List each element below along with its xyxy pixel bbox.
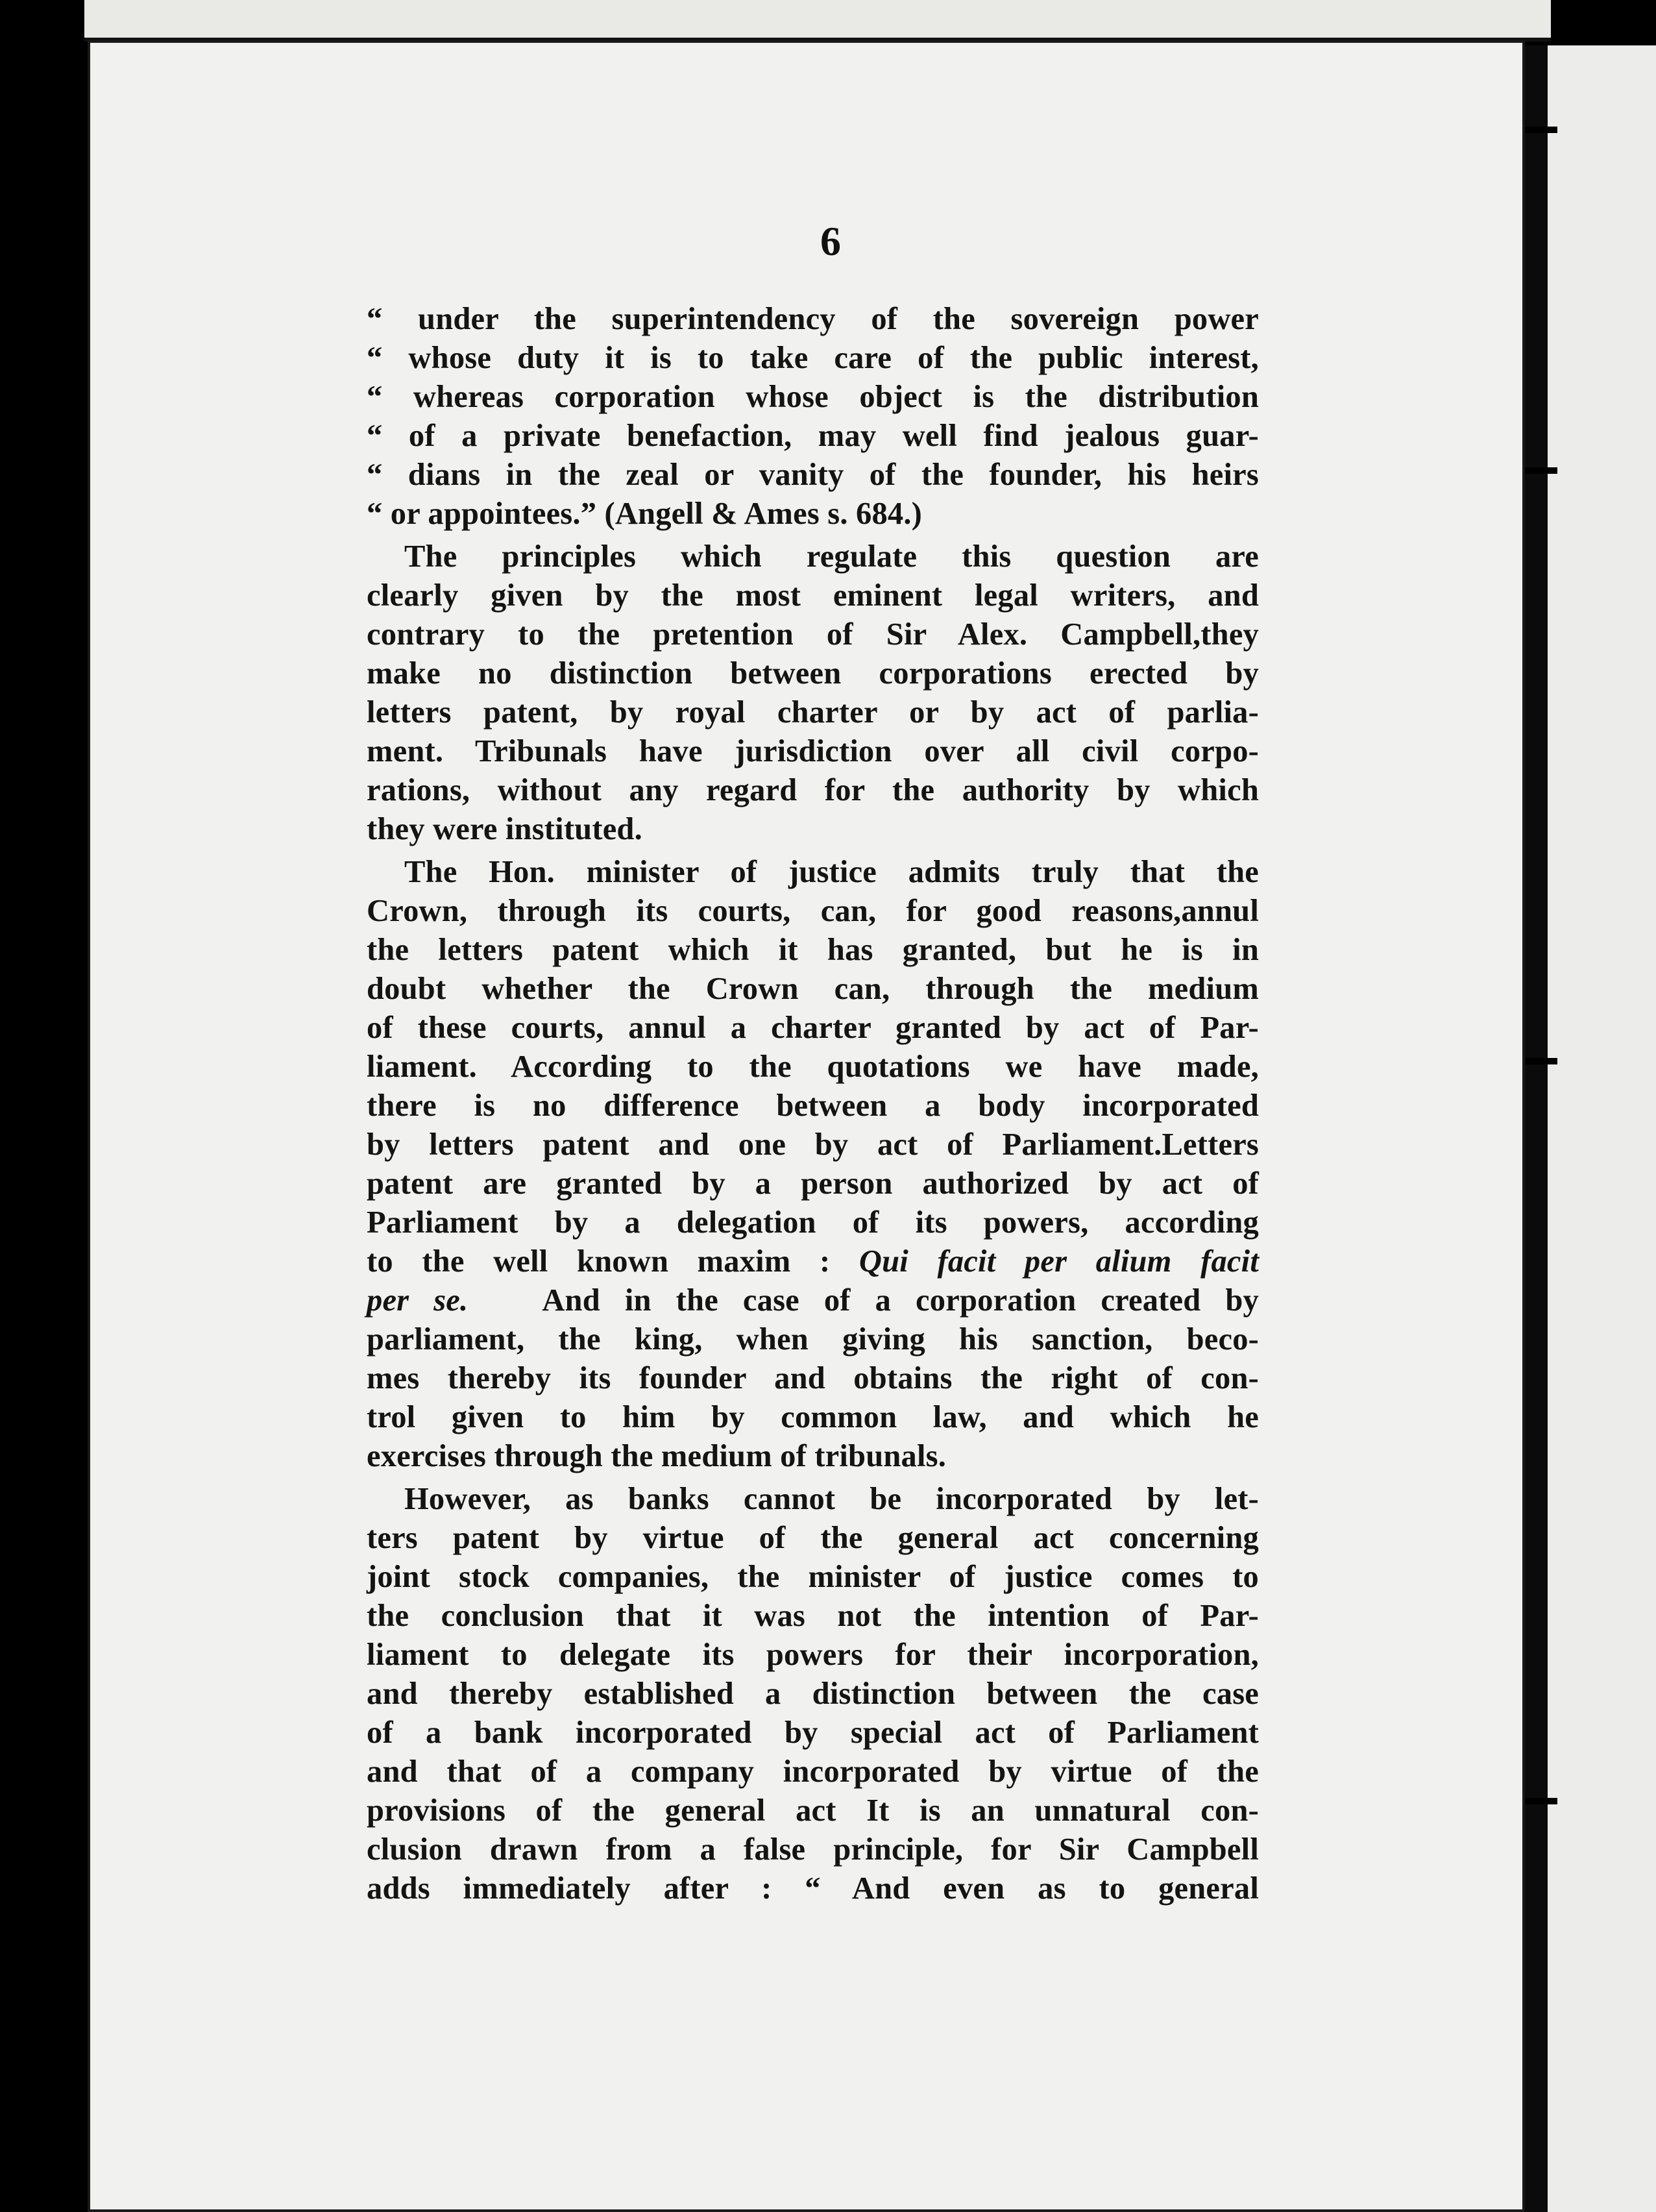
text-line: The principles which regulate this question are — [404, 539, 1259, 574]
paragraph-banks — [367, 1480, 1259, 1908]
text-line: “ under the superintendency of the sovereign power — [367, 302, 1259, 336]
text-fragment: to the well known maxim : — [367, 1244, 831, 1279]
text-line: there is no difference between a body incorporated — [367, 1088, 1259, 1123]
text-line: they were instituted. — [367, 812, 642, 846]
text-line: joint stock companies, the minister of justice comes to — [367, 1560, 1259, 1594]
text-line: letters patent, by royal charter or by act of parlia- — [367, 695, 1259, 730]
text-line: parliament, the king, when giving his sanction, beco- — [367, 1322, 1259, 1357]
text-line: and that of a company incorporated by virtue of the — [367, 1754, 1259, 1789]
text-line: Parliament by a delegation of its powers, according — [367, 1205, 1259, 1240]
body-text — [367, 300, 1259, 1908]
text-line: by letters patent and one by act of Parliament.Letters — [367, 1127, 1259, 1162]
page-gutter — [1525, 45, 1550, 2212]
text-line: liament. According to the quotations we have made, — [367, 1050, 1259, 1084]
text-line: and thereby established a distinction between the case — [367, 1677, 1259, 1711]
text-line: liament to delegate its powers for their incorporation, — [367, 1638, 1259, 1672]
text-line: “ whereas corporation whose object is the distribution — [367, 380, 1259, 414]
text-line: provisions of the general act It is an unnatural con- — [367, 1793, 1259, 1828]
text-line-maxim — [367, 1242, 1259, 1281]
text-line: rations, without any regard for the authority by which — [367, 773, 1259, 807]
text-line: ters patent by virtue of the general act concerning — [367, 1521, 1259, 1555]
paragraph-principles — [367, 537, 1259, 849]
text-line: doubt whether the Crown can, through the medium — [367, 972, 1259, 1006]
paragraph-quote-end — [367, 300, 1259, 534]
text-line: “ of a private benefaction, may well find jealous guar- — [367, 419, 1259, 453]
text-line: the conclusion that it was not the intention of Par- — [367, 1599, 1259, 1633]
text-line: clusion drawn from a false principle, for Sir Campbell — [367, 1832, 1259, 1867]
text-line: of these courts, annul a charter granted by act of Par- — [367, 1011, 1259, 1045]
text-line: exercises through the medium of tribunals. — [367, 1439, 947, 1473]
paragraph-minister — [367, 853, 1259, 1476]
text-line-maxim-end — [367, 1281, 1259, 1320]
text-line: adds immediately after : “ And even as to general — [367, 1871, 1259, 1906]
scan-left-border — [0, 0, 88, 2212]
text-line: Crown, through its courts, can, for good reasons,annul — [367, 894, 1259, 928]
page-number: 6 — [820, 218, 841, 264]
text-line: “ or appointees.” (Angell & Ames s. 684.) — [367, 497, 923, 531]
adjacent-page-edge — [1548, 45, 1656, 2212]
text-line: The Hon. minister of justice admits truly that the — [404, 855, 1259, 889]
text-fragment: And in the case of a corporation created by — [542, 1283, 1259, 1318]
text-line: “ dians in the zeal or vanity of the founder, his heirs — [367, 458, 1259, 492]
text-line: the letters patent which it has granted, but he is in — [367, 933, 1259, 967]
text-line: “ whose duty it is to take care of the public interest, — [367, 341, 1259, 375]
text-line: ment. Tribunals have jurisdiction over all civil corpo- — [367, 734, 1259, 768]
text-line: trol given to him by common law, and which he — [367, 1400, 1259, 1434]
text-line: make no distinction between corporations erected by — [367, 656, 1259, 691]
text-line: patent are granted by a person authorized by act of — [367, 1166, 1259, 1201]
text-line: mes thereby its founder and obtains the right of con- — [367, 1361, 1259, 1395]
text-line: of a bank incorporated by special act of Parliament — [367, 1715, 1259, 1750]
latin-maxim-end: per se. — [367, 1283, 469, 1318]
latin-maxim: Qui facit per alium facit — [858, 1244, 1259, 1279]
text-line: However, as banks cannot be incorporated by let- — [404, 1482, 1259, 1516]
text-line: contrary to the pretention of Sir Alex. Campbell,they — [367, 617, 1259, 652]
scan-top-edge — [84, 0, 1551, 42]
text-line: clearly given by the most eminent legal writers, and — [367, 578, 1259, 613]
